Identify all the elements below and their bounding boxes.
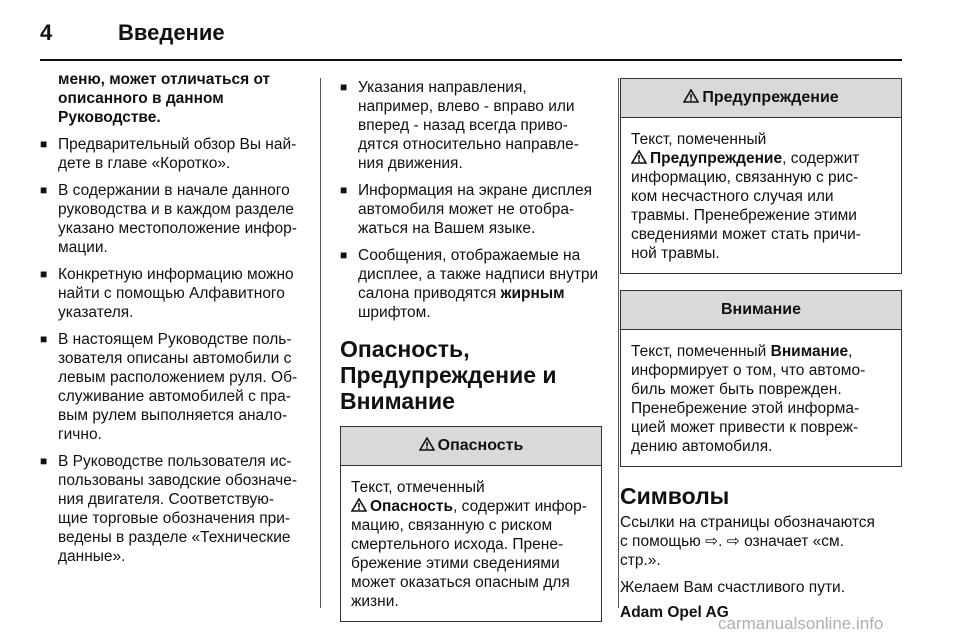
list-item: ■ Конкретную информацию можно найти с помощью Алфавитного указателя. xyxy=(40,265,308,322)
danger-box xyxy=(340,426,602,622)
symbols-text: Ссылки на страницы обозначаются с помощью ⇨. ⇨ означает «см. стр.». xyxy=(620,514,875,569)
continued-text: меню, может отличаться от описанного в данном Руководстве. xyxy=(58,71,271,126)
warning-triangle-icon xyxy=(419,437,435,451)
signature: Adam Opel AG xyxy=(620,604,729,621)
page-header xyxy=(40,14,900,60)
page-number: 4 xyxy=(40,20,53,45)
list-item: ■ В содержании в начале данного руководства и в каждом разделе указано местоположение инфор- мации. xyxy=(40,181,308,257)
bullet-list xyxy=(340,78,602,322)
column-divider xyxy=(618,78,619,608)
wish-text: Желаем Вам счастливого пути. xyxy=(620,579,846,596)
caution-box-text: Текст, помеченный Внимание, информирует о том, что автомо- биль может быть поврежден. Пренебрежение этой информа- цией может привести к повреж- дению автомобиля. xyxy=(631,343,866,455)
list-item: ■ В Руководстве пользователя ис- пользованы заводские обозначе- ния двигателя. Соответствую- щие торговые обозначения при- ведены в разделе «Технические данные». xyxy=(40,452,308,566)
warning-box-title: Предупреждение xyxy=(621,79,901,118)
column-divider xyxy=(320,78,321,608)
warning-box-text: Текст, помеченный Предупреждение, содержит информацию, связанную с рис- ком несчастного случая или травмы. Пренебрежение этими сведениями может стать причи- ной травмы. xyxy=(631,131,861,262)
chapter-title: Введение xyxy=(118,20,225,45)
warning-triangle-icon xyxy=(631,150,647,164)
header-rule xyxy=(40,59,902,61)
list-item: ■ Информация на экране дисплея автомобиля может не отобра- жаться на Вашем языке. xyxy=(340,181,602,238)
page-reference-icon: ⇨ xyxy=(726,533,740,550)
source-watermark: carmanualsonline.info xyxy=(718,614,884,633)
list-item: ■ В настоящем Руководстве поль- зователя описаны автомобили с левым расположением руля. Об- служивание автомобилей с пра- вым рулем выполняется анало- гично. xyxy=(40,330,308,444)
danger-box-text: Текст, отмеченный Опасность, содержит инфор- мацию, связанную с риском смертельного исхода. Прене- брежение этими сведениями может оказаться опасным для жизни. xyxy=(351,479,587,610)
symbols-heading: Символы xyxy=(620,483,730,509)
column-2 xyxy=(340,70,602,638)
list-item: ■ Указания направления, например, влево - вправо или вперед - назад всегда приво- дятся относительно направле- ния движения. xyxy=(340,78,602,173)
warning-triangle-icon xyxy=(351,498,367,512)
list-item: ■ Предварительный обзор Вы най- дете в главе «Коротко». xyxy=(40,135,308,173)
column-1 xyxy=(40,70,308,574)
warning-triangle-icon xyxy=(683,89,699,103)
column-3 xyxy=(620,70,902,622)
danger-box-title: Опасность xyxy=(341,427,601,466)
bullet-list xyxy=(40,135,308,566)
caution-box xyxy=(620,290,902,467)
warning-box xyxy=(620,78,902,274)
section-heading: Опасность, Предупреждение и Внимание xyxy=(340,336,557,414)
caution-box-title: Внимание xyxy=(621,291,901,330)
list-item: ■ Сообщения, отображаемые на дисплее, а также надписи внутри салона приводятся жирным шрифтом. xyxy=(340,246,602,322)
page-reference-icon: ⇨ xyxy=(705,533,719,550)
